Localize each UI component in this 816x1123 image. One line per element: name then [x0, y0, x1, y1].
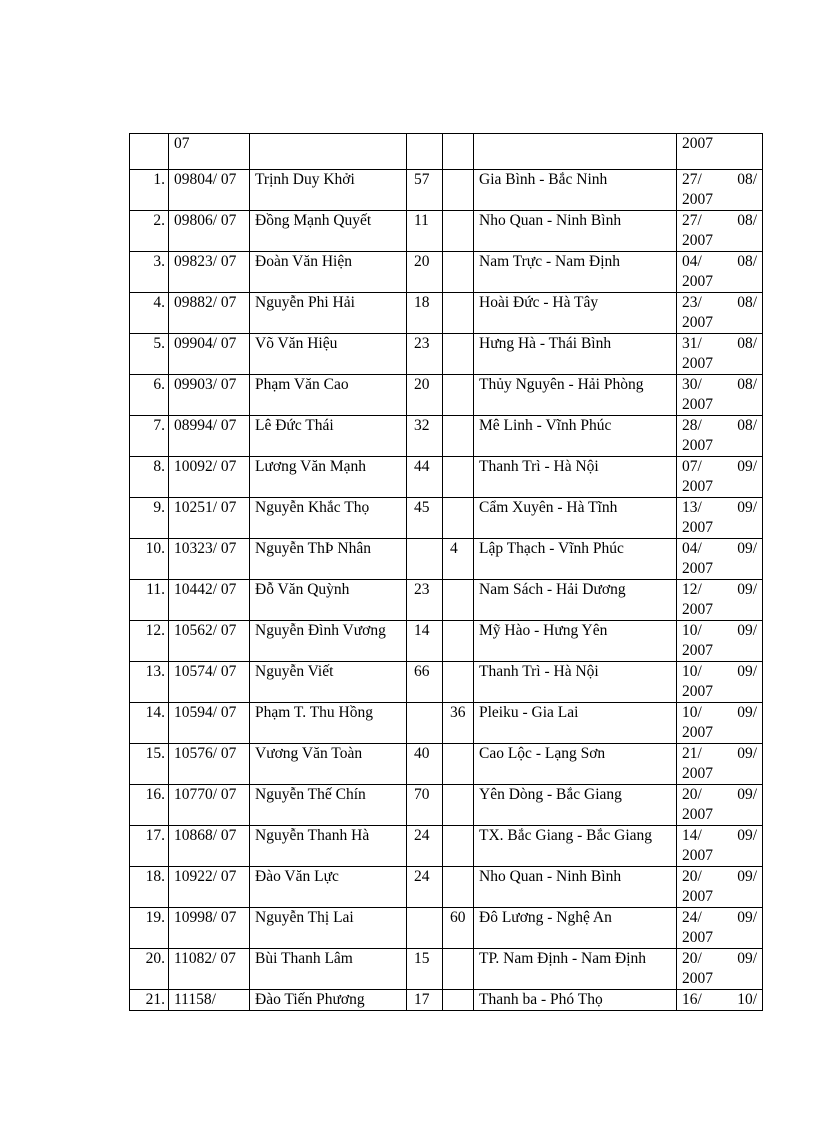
cell-date-year: 2007	[682, 970, 713, 987]
cell-date-month: 10/	[737, 991, 757, 1008]
cell-date-month: 09/	[737, 745, 757, 762]
cell-name: Trịnh Duy Khởi	[250, 170, 407, 211]
cell-age-male: 15	[407, 949, 443, 990]
cell-code: 11082/ 07	[169, 949, 250, 990]
cell-date-year: 2007	[682, 806, 713, 823]
patient-records-table	[129, 133, 763, 1011]
cell-stt: 4.	[130, 293, 169, 334]
cell-date	[677, 826, 763, 867]
cell-address	[474, 134, 677, 170]
cell-name: Vương Văn Toàn	[250, 744, 407, 785]
cell-age-male: 20	[407, 375, 443, 416]
table-row	[130, 580, 763, 621]
cell-address: Nam Trực - Nam Định	[474, 252, 677, 293]
table-row	[130, 867, 763, 908]
cell-date-day: 24/	[682, 909, 702, 926]
cell-stt: 8.	[130, 457, 169, 498]
cell-name: Nguyễn Thanh Hà	[250, 826, 407, 867]
table-row	[130, 908, 763, 949]
cell-address: Thanh Trì - Hà Nội	[474, 457, 677, 498]
cell-date-year: 2007	[682, 847, 713, 864]
cell-age-female	[443, 252, 474, 293]
cell-date	[677, 211, 763, 252]
cell-date-year: 2007	[682, 724, 713, 741]
cell-name: Đồng Mạnh Quyết	[250, 211, 407, 252]
cell-age-female	[443, 416, 474, 457]
cell-code: 09823/ 07	[169, 252, 250, 293]
cell-date-day-month	[682, 334, 757, 354]
cell-name: Phạm Văn Cao	[250, 375, 407, 416]
cell-address: Thanh Trì - Hà Nội	[474, 662, 677, 703]
cell-date-month: 09/	[737, 827, 757, 844]
table-body	[130, 134, 763, 1011]
cell-stt: 12.	[130, 621, 169, 662]
cell-date-day: 27/	[682, 212, 702, 229]
cell-date-month: 09/	[737, 868, 757, 885]
cell-age-female	[443, 662, 474, 703]
cell-date-month: 09/	[737, 458, 757, 475]
cell-date	[677, 170, 763, 211]
cell-stt: 7.	[130, 416, 169, 457]
table-row	[130, 949, 763, 990]
cell-name: Nguyễn Thế Chín	[250, 785, 407, 826]
cell-date-day-month	[682, 416, 757, 436]
cell-age-female	[443, 134, 474, 170]
cell-age-female	[443, 990, 474, 1011]
cell-code: 10576/ 07	[169, 744, 250, 785]
cell-stt: 20.	[130, 949, 169, 990]
cell-date-day: 28/	[682, 417, 702, 434]
cell-date	[677, 252, 763, 293]
cell-date-day: 16/	[682, 991, 702, 1008]
table-row	[130, 375, 763, 416]
cell-age-male: 70	[407, 785, 443, 826]
cell-code: 10092/ 07	[169, 457, 250, 498]
table-row	[130, 498, 763, 539]
cell-address: Cẩm Xuyên - Hà Tĩnh	[474, 498, 677, 539]
table-row-continuation	[130, 134, 763, 170]
cell-age-female: 36	[443, 703, 474, 744]
cell-code: 10998/ 07	[169, 908, 250, 949]
table-row	[130, 252, 763, 293]
cell-address: Lập Thạch - Vĩnh Phúc	[474, 539, 677, 580]
cell-code: 10594/ 07	[169, 703, 250, 744]
cell-age-female	[443, 211, 474, 252]
cell-date	[677, 785, 763, 826]
cell-date-year: 2007	[682, 888, 713, 905]
cell-date-month: 08/	[737, 253, 757, 270]
cell-age-female	[443, 744, 474, 785]
cell-code: 10442/ 07	[169, 580, 250, 621]
cell-age-female	[443, 375, 474, 416]
cell-date	[677, 375, 763, 416]
cell-date-month: 09/	[737, 540, 757, 557]
cell-date-month: 09/	[737, 950, 757, 967]
cell-date-day: 27/	[682, 171, 702, 188]
table-row	[130, 539, 763, 580]
cell-code: 11158/	[169, 990, 250, 1011]
cell-date-year: 2007	[682, 437, 713, 454]
cell-date-year: 2007	[682, 765, 713, 782]
cell-date-year: 2007	[682, 929, 713, 946]
cell-date	[677, 908, 763, 949]
cell-age-male: 24	[407, 867, 443, 908]
cell-age-female	[443, 867, 474, 908]
cell-name: Đoàn Văn Hiện	[250, 252, 407, 293]
cell-code: 09904/ 07	[169, 334, 250, 375]
cell-stt: 10.	[130, 539, 169, 580]
cell-name: Phạm T. Thu Hồng	[250, 703, 407, 744]
cell-date-month: 08/	[737, 294, 757, 311]
cell-date-year: 2007	[682, 232, 713, 249]
cell-name: Đỗ Văn Quỳnh	[250, 580, 407, 621]
cell-age-male: 66	[407, 662, 443, 703]
cell-date-month: 09/	[737, 663, 757, 680]
cell-name: Nguyễn Viết	[250, 662, 407, 703]
cell-address: Pleiku - Gia Lai	[474, 703, 677, 744]
cell-date	[677, 621, 763, 662]
cell-address: Hưng Hà - Thái Bình	[474, 334, 677, 375]
cell-age-male: 40	[407, 744, 443, 785]
cell-address: Gia Bình - Bắc Ninh	[474, 170, 677, 211]
cell-address: Hoài Đức - Hà Tây	[474, 293, 677, 334]
table-row	[130, 334, 763, 375]
cell-code: 10562/ 07	[169, 621, 250, 662]
cell-age-female	[443, 826, 474, 867]
table-row	[130, 662, 763, 703]
cell-date-day: 20/	[682, 868, 702, 885]
table-row	[130, 293, 763, 334]
cell-age-male: 44	[407, 457, 443, 498]
cell-date	[677, 744, 763, 785]
cell-date	[677, 498, 763, 539]
cell-date	[677, 662, 763, 703]
cell-age-male: 18	[407, 293, 443, 334]
cell-date-month: 08/	[737, 212, 757, 229]
table-row	[130, 457, 763, 498]
cell-stt: 9.	[130, 498, 169, 539]
cell-name: Nguyễn Khắc Thọ	[250, 498, 407, 539]
cell-date	[677, 457, 763, 498]
cell-name: Đào Văn Lực	[250, 867, 407, 908]
cell-date-year: 2007	[682, 355, 713, 372]
cell-date	[677, 539, 763, 580]
cell-date-year: 2007	[682, 683, 713, 700]
cell-date-day-month	[682, 703, 757, 723]
cell-age-female	[443, 498, 474, 539]
cell-date-day: 31/	[682, 335, 702, 352]
cell-age-male: 32	[407, 416, 443, 457]
cell-age-male	[407, 703, 443, 744]
cell-date-year: 2007	[682, 396, 713, 413]
cell-address: Đô Lương - Nghệ An	[474, 908, 677, 949]
cell-date-day-month	[682, 990, 757, 1010]
cell-age-male	[407, 908, 443, 949]
cell-address: Mỹ Hào - Hưng Yên	[474, 621, 677, 662]
cell-stt: 18.	[130, 867, 169, 908]
cell-date-day: 04/	[682, 540, 702, 557]
cell-date-day-month	[682, 826, 757, 846]
cell-date-day-month	[682, 375, 757, 395]
cell-date	[677, 416, 763, 457]
table-row	[130, 621, 763, 662]
cell-date-day: 21/	[682, 745, 702, 762]
cell-age-female: 60	[443, 908, 474, 949]
cell-date-day: 12/	[682, 581, 702, 598]
cell-date-day: 23/	[682, 294, 702, 311]
cell-date-day: 14/	[682, 827, 702, 844]
cell-date	[677, 703, 763, 744]
table-row	[130, 703, 763, 744]
cell-age-male: 57	[407, 170, 443, 211]
cell-date-month: 09/	[737, 581, 757, 598]
cell-address: Nho Quan - Ninh Bình	[474, 211, 677, 252]
table-row	[130, 170, 763, 211]
cell-code: 09804/ 07	[169, 170, 250, 211]
table-row	[130, 785, 763, 826]
cell-code: 09882/ 07	[169, 293, 250, 334]
cell-name: Nguyễn Thị Lai	[250, 908, 407, 949]
cell-age-male: 23	[407, 334, 443, 375]
cell-age-female	[443, 949, 474, 990]
cell-date-day: 20/	[682, 786, 702, 803]
cell-age-male	[407, 539, 443, 580]
cell-code: 10251/ 07	[169, 498, 250, 539]
cell-stt: 16.	[130, 785, 169, 826]
cell-date-day-month	[682, 908, 757, 928]
table-row-partial	[130, 990, 763, 1011]
cell-name: Lê Đức Thái	[250, 416, 407, 457]
cell-stt: 21.	[130, 990, 169, 1011]
cell-stt	[130, 134, 169, 170]
cell-date-day-month	[682, 662, 757, 682]
cell-age-female	[443, 580, 474, 621]
cell-code: 07	[169, 134, 250, 170]
cell-age-male: 45	[407, 498, 443, 539]
cell-name: Lương Văn Mạnh	[250, 457, 407, 498]
cell-date	[677, 293, 763, 334]
cell-stt: 11.	[130, 580, 169, 621]
cell-stt: 15.	[130, 744, 169, 785]
cell-code: 09903/ 07	[169, 375, 250, 416]
cell-date	[677, 134, 763, 170]
cell-name: Nguyễn Phi Hải	[250, 293, 407, 334]
table-row	[130, 211, 763, 252]
cell-stt: 3.	[130, 252, 169, 293]
cell-name: Bùi Thanh Lâm	[250, 949, 407, 990]
cell-name: Đào Tiến Phương	[250, 990, 407, 1011]
cell-date	[677, 990, 763, 1011]
cell-stt: 1.	[130, 170, 169, 211]
cell-date-day-month	[682, 457, 757, 477]
cell-address: TX. Bắc Giang - Bắc Giang	[474, 826, 677, 867]
cell-date	[677, 580, 763, 621]
cell-date-year: 2007	[682, 314, 713, 331]
cell-code: 10574/ 07	[169, 662, 250, 703]
cell-date-year: 2007	[682, 642, 713, 659]
cell-date-day: 10/	[682, 704, 702, 721]
cell-stt: 17.	[130, 826, 169, 867]
cell-date-month: 09/	[737, 622, 757, 639]
cell-date-day: 04/	[682, 253, 702, 270]
cell-date-day: 10/	[682, 663, 702, 680]
cell-code: 09806/ 07	[169, 211, 250, 252]
table-row	[130, 744, 763, 785]
cell-date-day-month	[682, 785, 757, 805]
cell-name	[250, 134, 407, 170]
cell-address: Cao Lộc - Lạng Sơn	[474, 744, 677, 785]
cell-name: Nguyễn ThÞ Nhân	[250, 539, 407, 580]
cell-date-day-month	[682, 621, 757, 641]
cell-date-year: 2007	[682, 478, 713, 495]
cell-date-year: 2007	[682, 273, 713, 290]
cell-name: Võ Văn Hiệu	[250, 334, 407, 375]
cell-age-female	[443, 785, 474, 826]
cell-age-female	[443, 457, 474, 498]
cell-date-day: 13/	[682, 499, 702, 516]
cell-date-day-month	[682, 498, 757, 518]
cell-age-male: 24	[407, 826, 443, 867]
cell-age-male	[407, 134, 443, 170]
cell-age-male: 17	[407, 990, 443, 1011]
table-row	[130, 416, 763, 457]
cell-date-day-month	[682, 539, 757, 559]
cell-date-month: 09/	[737, 909, 757, 926]
cell-age-male: 11	[407, 211, 443, 252]
cell-date-month: 09/	[737, 499, 757, 516]
cell-date-year: 2007	[682, 519, 713, 536]
cell-date	[677, 867, 763, 908]
cell-date-month: 08/	[737, 376, 757, 393]
cell-age-female	[443, 621, 474, 662]
cell-date-day-month	[682, 170, 757, 190]
cell-date	[677, 949, 763, 990]
cell-date-day: 30/	[682, 376, 702, 393]
cell-stt: 2.	[130, 211, 169, 252]
cell-code: 10868/ 07	[169, 826, 250, 867]
cell-date-month: 09/	[737, 786, 757, 803]
cell-date-year: 2007	[682, 135, 713, 152]
cell-code: 10770/ 07	[169, 785, 250, 826]
cell-address: TP. Nam Định - Nam Định	[474, 949, 677, 990]
cell-code: 10922/ 07	[169, 867, 250, 908]
cell-date-month: 08/	[737, 417, 757, 434]
cell-date-day: 20/	[682, 950, 702, 967]
cell-address: Thủy Nguyên - Hải Phòng	[474, 375, 677, 416]
cell-date-day-month	[682, 293, 757, 313]
cell-date-day-month	[682, 949, 757, 969]
cell-date-day-month	[682, 252, 757, 272]
cell-address: Nho Quan - Ninh Bình	[474, 867, 677, 908]
cell-age-female	[443, 170, 474, 211]
cell-date	[677, 334, 763, 375]
cell-date-year: 2007	[682, 191, 713, 208]
cell-stt: 14.	[130, 703, 169, 744]
cell-age-male: 23	[407, 580, 443, 621]
cell-date-month: 08/	[737, 171, 757, 188]
cell-name: Nguyễn Đình Vương	[250, 621, 407, 662]
cell-date-day-month	[682, 580, 757, 600]
cell-stt: 6.	[130, 375, 169, 416]
cell-date-month: 08/	[737, 335, 757, 352]
cell-age-female	[443, 334, 474, 375]
cell-date-day: 07/	[682, 458, 702, 475]
cell-address: Thanh ba - Phó Thọ	[474, 990, 677, 1011]
cell-age-female	[443, 293, 474, 334]
cell-age-male: 20	[407, 252, 443, 293]
cell-date-day-month	[682, 744, 757, 764]
cell-date-year: 2007	[682, 601, 713, 618]
cell-stt: 19.	[130, 908, 169, 949]
cell-age-male: 14	[407, 621, 443, 662]
cell-date-day-month	[682, 867, 757, 887]
cell-date-day: 10/	[682, 622, 702, 639]
cell-date-year: 2007	[682, 560, 713, 577]
table-row	[130, 826, 763, 867]
cell-date-month: 09/	[737, 704, 757, 721]
cell-stt: 5.	[130, 334, 169, 375]
cell-stt: 13.	[130, 662, 169, 703]
cell-code: 08994/ 07	[169, 416, 250, 457]
cell-date-day-month	[682, 211, 757, 231]
cell-address: Nam Sách - Hải Dương	[474, 580, 677, 621]
cell-address: Yên Dòng - Bắc Giang	[474, 785, 677, 826]
cell-address: Mê Linh - Vĩnh Phúc	[474, 416, 677, 457]
cell-age-female: 4	[443, 539, 474, 580]
cell-code: 10323/ 07	[169, 539, 250, 580]
